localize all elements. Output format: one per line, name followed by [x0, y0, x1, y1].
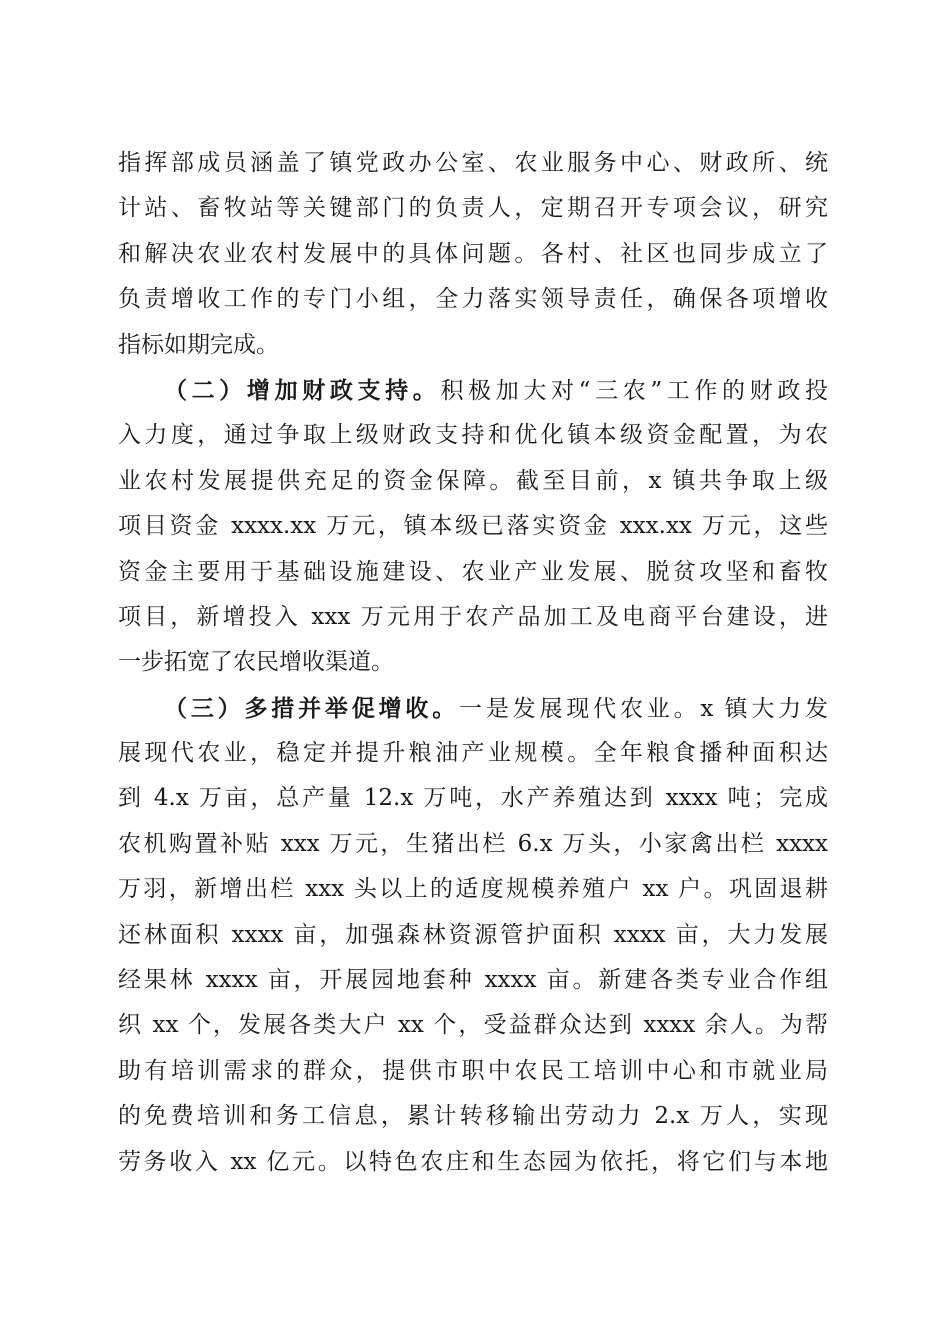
paragraph-text: 一是发展现代农业。x 镇大力发: [459, 695, 828, 722]
section-income-measures: [118, 686, 828, 1185]
paragraph-line: 计站、畜牧站等关键部门的负责人，定期召开专项会议，研究: [118, 195, 828, 222]
paragraph-line: 负责增收工作的专门小组，全力落实领导责任，确保各项增收: [118, 286, 828, 313]
paragraph-line: 项目资金 xxxx.xx 万元，镇本级已落实资金 xxx.xx 万元，这些: [118, 513, 828, 540]
paragraph-line: 展现代农业，稳定并提升粮油产业规模。全年粮食播种面积达: [118, 740, 828, 767]
paragraph-leading-group: [118, 141, 828, 368]
paragraph-line: 劳务收入 xx 亿元。以特色农庄和生态园为依托，将它们与本地: [118, 1148, 828, 1175]
paragraph-first-line: [118, 686, 828, 731]
paragraph-line: 指挥部成员涵盖了镇党政办公室、农业服务中心、财政所、统: [118, 150, 828, 176]
paragraph-line: 入力度，通过争取上级财政支持和优化镇本级资金配置，为农: [118, 422, 828, 449]
paragraph-line: 业农村发展提供充足的资金保障。截至目前，x 镇共争取上级: [118, 467, 828, 494]
paragraph-line: 农机购置补贴 xxx 万元，生猪出栏 6.x 万头，小家禽出栏 xxxx: [118, 830, 828, 857]
paragraph-line: 还林面积 xxxx 亩，加强森林资源管护面积 xxxx 亩，大力发展: [118, 921, 828, 948]
paragraph-line: 助有培训需求的群众，提供市职中农民工培训中心和市就业局: [118, 1057, 828, 1084]
paragraph-text: 积极加大对“三农”工作的财政投: [440, 377, 828, 404]
paragraph-line: 一步拓宽了农民增收渠道。: [118, 649, 394, 676]
paragraph-line: 资金主要用于基础设施建设、农业产业发展、脱贫攻坚和畜牧: [118, 558, 828, 585]
section-heading: （二）增加财政支持。: [164, 376, 441, 404]
paragraph-line: 和解决农业农村发展中的具体问题。各村、社区也同步成立了: [118, 240, 828, 267]
paragraph-line: 指标如期完成。: [118, 331, 279, 358]
section-heading: （三）多措并举促增收。: [164, 694, 460, 722]
paragraph-line: 的免费培训和务工信息，累计转移输出劳动力 2.x 万人，实现: [118, 1103, 828, 1130]
section-fiscal-support: [118, 368, 828, 686]
paragraph-first-line: [118, 368, 828, 413]
document-body: [118, 141, 828, 1185]
paragraph-line: 万羽，新增出栏 xxx 头以上的适度规模养殖户 xx 户。巩固退耕: [118, 876, 828, 903]
paragraph-line: 到 4.x 万亩，总产量 12.x 万吨，水产养殖达到 xxxx 吨；完成: [118, 785, 828, 812]
paragraph-line: 项目，新增投入 xxx 万元用于农产品加工及电商平台建设，进: [118, 603, 828, 630]
paragraph-line: 经果林 xxxx 亩，开展园地套种 xxxx 亩。新建各类专业合作组: [118, 967, 828, 994]
paragraph-line: 织 xx 个，发展各类大户 xx 个，受益群众达到 xxxx 余人。为帮: [118, 1012, 828, 1039]
